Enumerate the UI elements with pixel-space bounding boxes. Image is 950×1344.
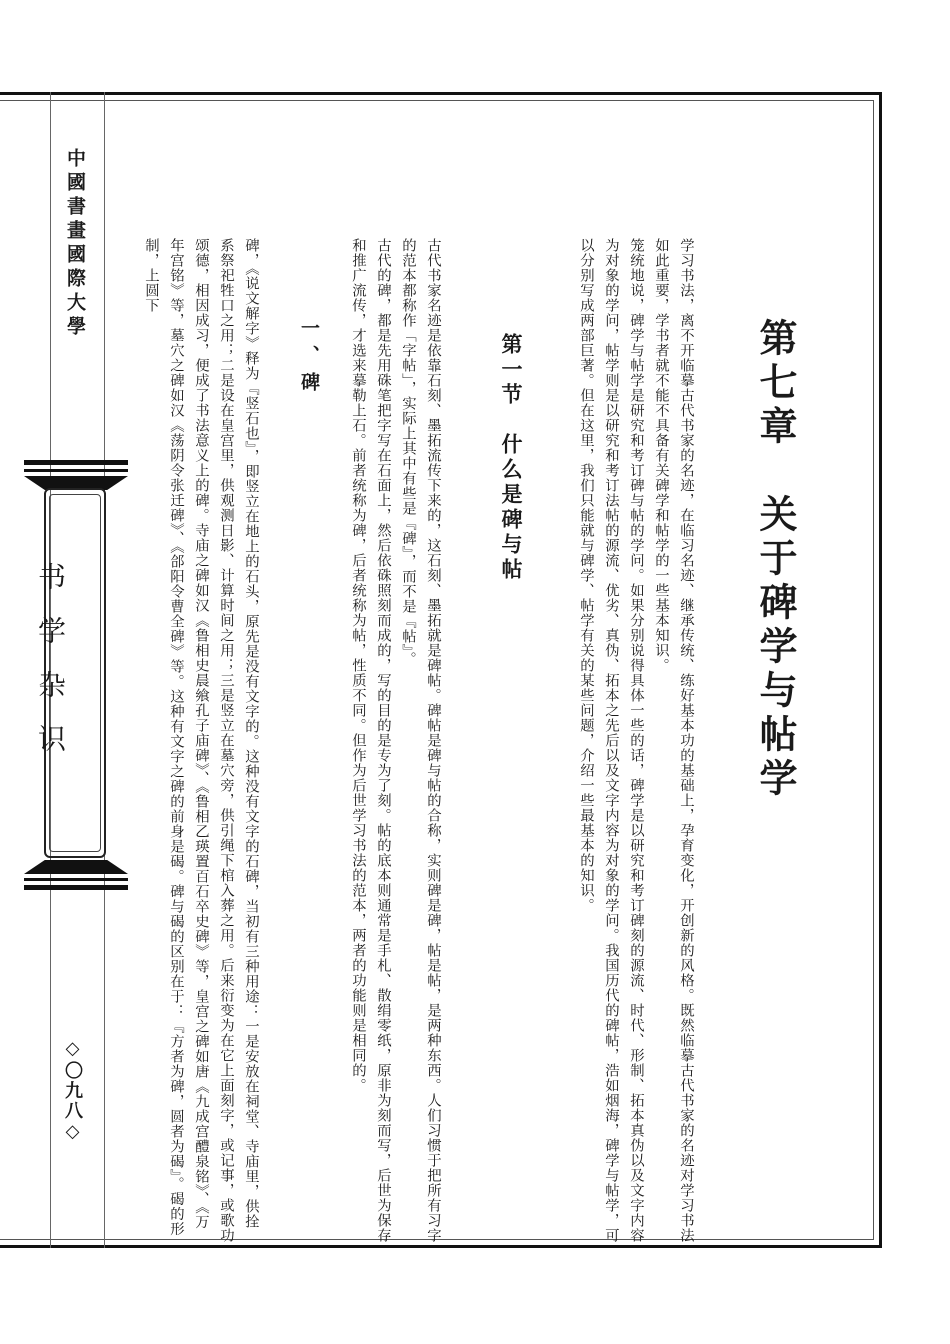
page-number: ◇〇九八◇ (62, 1038, 83, 1144)
section-body: 古代书家名迹是依靠石刻、墨拓流传下来的，这石刻、墨拓就是碑帖。碑帖是碑与帖的合称，实则碑是碑，帖是帖，是两种东西。人们习惯于把所有习字的范本都称作「字帖」，实际上其中有些是『碑』，而不是『帖』。 古代的碑，都是先用硃笔把字写在石面上，然后依硃照刻而成的，写的目的是专为了刻。帖的底本则通常是手札、散绢零纸，原非为刻而写，后世为保存和推广流传，才选来摹勒上石。前者统称为碑，后者统称为帖，性质不同。但作为后世学习书法的范本，两者的功能则是相同的。 (350, 238, 441, 1243)
section-title: 第一节 什么是碑与帖 (499, 333, 524, 583)
school-name: 中國書畫國際大學 (64, 148, 86, 340)
book-title: 书学杂识 (34, 562, 67, 778)
subsection-body: 碑，《说文解字》释为『竖石也』，即竖立在地上的石头，原先是没有文字的。这种没有文字的石碑，当初有三种用途：一是安放在祠堂、寺庙里，供拴系祭祀牲口之用；二是设在皇宫里，供观测日影、计算时间之用；三是竖立在墓穴旁，供引绳下棺入葬之用。后来衍变为在它上面刻字，或记事，或歌功颂德，相因成习，便成了书法意义上的碑。寺庙之碑如汉《鲁相史晨飨孔子庙碑》、《鲁相乙瑛置百石卒史碑》等，皇宫之碑如唐《九成宫醴泉铭》、《万年宫铭》等，墓穴之碑如汉《荡阴令张迁碑》、《郃阳令曹全碑》等。这种有文字之碑的前身是碣。碑与碣的区别在于：『方者为碑，圆者为碣』。碣的形制，上圆下 (143, 238, 259, 1243)
chapter-intro: 学习书法，离不开临摹古代书家的名迹，在临习名迹、继承传统、练好基本功的基础上，孕育变化，开创新的风格。既然临摹古代书家的名迹对学习书法如此重要，学书者就不能不具备有关碑学和帖学的一些基本知识。 笼统地说，碑学与帖学是研究和考订碑与帖的学问。如果分别说得具体一些的话，碑学是以研究和考订碑刻的源流、时代、形制、拓本真伪以及文字内容为对象的学问，帖学则是以研究和考订法帖的源流、优劣、真伪、拓本之先后以及文字内容为对象的学问。我国历代的碑帖，浩如烟海，碑学与帖学，可以分别写成两部巨著。但在这里，我们只能就与碑学、帖学有关的某些问题，介绍一些最基本的知识。 (578, 238, 694, 1243)
chapter-title: 第七章 关于碑学与帖学 (753, 318, 798, 802)
subsection-title: 一、碑 (298, 318, 320, 399)
